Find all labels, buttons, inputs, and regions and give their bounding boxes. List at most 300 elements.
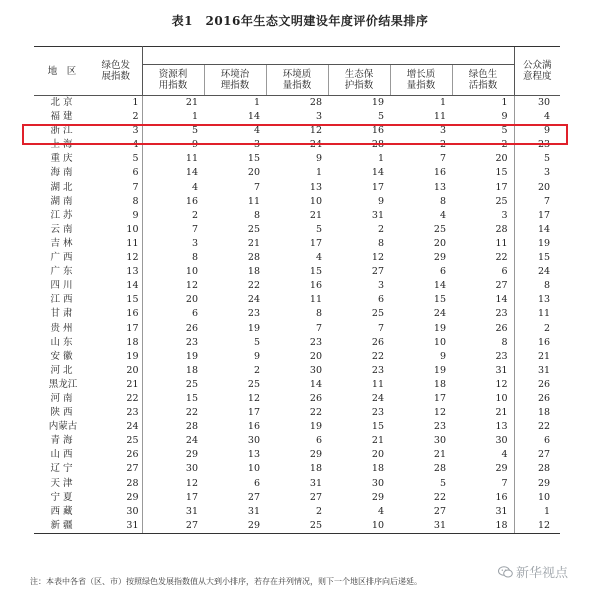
table-row (34, 195, 560, 209)
cell-public-satisfaction: 15 (514, 251, 560, 265)
cell-subindex-4: 22 (371, 350, 384, 362)
cell-subindex-5: 22 (433, 491, 446, 503)
cell-public-satisfaction: 20 (514, 181, 560, 195)
cell-subindex-3: 18 (309, 463, 322, 475)
cell-subindex-6: 2 (501, 139, 508, 151)
cell-subindex-1: 9 (191, 139, 198, 151)
cell-region: 宁夏 (50, 491, 76, 503)
cell-subindex-2: 17 (247, 407, 260, 419)
table-row (34, 434, 560, 448)
watermark (498, 562, 568, 581)
cell-subindex-3: 12 (309, 125, 322, 137)
cell-subindex-3: 8 (315, 308, 322, 320)
cell-subindex-5: 7 (439, 153, 446, 165)
header-subindex-1: 资源利 用指数 (142, 65, 204, 96)
cell-public-satisfaction: 7 (514, 195, 560, 209)
cell-subindex-2: 8 (253, 209, 260, 221)
cell-public-satisfaction: 22 (514, 420, 560, 434)
cell-subindex-1: 11 (185, 153, 198, 165)
cell-subindex-4: 16 (371, 125, 384, 137)
table-row (34, 307, 560, 321)
cell-subindex-3: 10 (309, 195, 322, 207)
cell-green-development: 27 (90, 462, 142, 476)
header-subindex-group (142, 47, 514, 65)
cell-subindex-5: 9 (439, 350, 446, 362)
cell-subindex-5: 21 (433, 449, 446, 461)
table-row (34, 181, 560, 195)
cell-public-satisfaction: 26 (514, 392, 560, 406)
cell-public-satisfaction: 28 (514, 462, 560, 476)
cell-public-satisfaction: 26 (514, 378, 560, 392)
cell-region: 甘肃 (50, 308, 76, 320)
cell-subindex-3: 16 (309, 280, 322, 292)
cell-subindex-4: 12 (371, 252, 384, 264)
cell-subindex-2: 15 (247, 153, 260, 165)
cell-subindex-1: 20 (185, 294, 198, 306)
cell-subindex-2: 18 (247, 266, 260, 278)
header-public-satisfaction: 公众满 意程度 (514, 47, 560, 96)
table-row (34, 505, 560, 519)
cell-subindex-1: 12 (185, 280, 198, 292)
cell-subindex-6: 8 (501, 336, 508, 348)
cell-subindex-1: 22 (185, 407, 198, 419)
cell-green-development: 21 (90, 378, 142, 392)
cell-subindex-5: 5 (439, 477, 446, 489)
cell-subindex-5: 15 (433, 294, 446, 306)
cell-subindex-4: 28 (371, 139, 384, 151)
cell-subindex-4: 23 (371, 364, 384, 376)
cell-subindex-6: 29 (495, 463, 508, 475)
cell-subindex-6: 12 (495, 378, 508, 390)
cell-green-development: 4 (90, 138, 142, 152)
cell-subindex-5: 3 (439, 125, 446, 137)
table-row (34, 392, 560, 406)
cell-subindex-3: 27 (309, 491, 322, 503)
table-row (34, 519, 560, 534)
cell-subindex-5: 14 (433, 280, 446, 292)
cell-subindex-5: 30 (433, 435, 446, 447)
cell-subindex-3: 11 (309, 294, 322, 306)
cell-subindex-2: 19 (247, 322, 260, 334)
cell-subindex-6: 22 (495, 252, 508, 264)
cell-subindex-2: 11 (247, 195, 260, 207)
cell-subindex-4: 10 (328, 519, 390, 534)
cell-subindex-3: 17 (309, 237, 322, 249)
cell-subindex-4: 4 (377, 505, 384, 517)
cell-subindex-1: 24 (185, 435, 198, 447)
cell-subindex-4: 7 (377, 322, 384, 334)
cell-region: 天津 (50, 477, 76, 489)
cell-public-satisfaction: 17 (514, 209, 560, 223)
cell-subindex-3: 19 (309, 421, 322, 433)
table-row (34, 209, 560, 223)
header-subindex-5: 增长质 量指数 (390, 65, 452, 96)
cell-subindex-5: 31 (390, 519, 452, 534)
cell-subindex-6: 21 (495, 407, 508, 419)
cell-subindex-3: 15 (309, 266, 322, 278)
cell-subindex-5: 27 (433, 505, 446, 517)
cell-subindex-1: 15 (185, 392, 198, 404)
cell-green-development: 10 (90, 223, 142, 237)
cell-subindex-5: 4 (439, 209, 446, 221)
cell-green-development: 2 (90, 110, 142, 124)
watermark-text: 新华视点 (516, 566, 569, 581)
cell-region: 内蒙古 (48, 421, 78, 433)
cell-subindex-6: 3 (501, 209, 508, 221)
cell-region: 河北 (50, 364, 76, 376)
cell-subindex-2: 4 (253, 125, 260, 137)
cell-public-satisfaction: 1 (514, 505, 560, 519)
cell-subindex-6: 1 (501, 97, 508, 108)
cell-region: 湖北 (50, 181, 76, 193)
cell-subindex-3: 31 (309, 477, 322, 489)
cell-subindex-6: 9 (501, 111, 508, 123)
cell-public-satisfaction: 24 (514, 265, 560, 279)
cell-public-satisfaction: 29 (514, 477, 560, 491)
cell-subindex-4: 5 (377, 111, 384, 123)
cell-subindex-2: 16 (247, 421, 260, 433)
table-footnote: 注：本表中各省（区、市）按照绿色发展指数值从大到小排序，若存在并列情况，则下一个地区排序向后递延。 (30, 577, 422, 586)
cell-subindex-3: 5 (315, 223, 322, 235)
ranking-table (34, 46, 560, 534)
cell-subindex-6: 16 (495, 491, 508, 503)
cell-region: 山西 (50, 449, 76, 461)
cell-region: 新疆 (34, 519, 90, 534)
cell-subindex-2: 20 (247, 167, 260, 179)
cell-subindex-4: 23 (371, 407, 384, 419)
table-row (34, 406, 560, 420)
cell-subindex-2: 14 (247, 111, 260, 123)
cell-green-development: 3 (90, 124, 142, 138)
cell-region: 广东 (50, 266, 76, 278)
cell-region: 吉林 (50, 237, 76, 249)
cell-subindex-4: 9 (377, 195, 384, 207)
cell-green-development: 14 (90, 279, 142, 293)
cell-subindex-2: 1 (253, 97, 260, 108)
cell-subindex-1: 26 (185, 322, 198, 334)
cell-subindex-6: 15 (495, 167, 508, 179)
table-row (34, 279, 560, 293)
cell-green-development: 8 (90, 195, 142, 209)
cell-subindex-5: 19 (433, 322, 446, 334)
cell-subindex-5: 25 (433, 223, 446, 235)
cell-subindex-5: 20 (433, 237, 446, 249)
cell-green-development: 7 (90, 181, 142, 195)
cell-subindex-1: 16 (185, 195, 198, 207)
cell-region: 黑龙江 (48, 378, 78, 390)
table-row (34, 237, 560, 251)
cell-public-satisfaction: 13 (514, 293, 560, 307)
cell-region: 海南 (50, 167, 76, 179)
cell-green-development: 25 (90, 434, 142, 448)
cell-green-development: 22 (90, 392, 142, 406)
cell-subindex-2: 13 (247, 449, 260, 461)
cell-subindex-2: 29 (204, 519, 266, 534)
cell-public-satisfaction: 11 (514, 307, 560, 321)
cell-subindex-4: 30 (371, 477, 384, 489)
cell-subindex-2: 21 (247, 237, 260, 249)
header-subindex-2: 环境治 理指数 (204, 65, 266, 96)
cell-region: 江苏 (50, 209, 76, 221)
cell-subindex-3: 22 (309, 407, 322, 419)
cell-subindex-2: 2 (253, 364, 260, 376)
cell-region: 西藏 (50, 505, 76, 517)
cell-subindex-4: 21 (371, 435, 384, 447)
table-row (34, 152, 560, 166)
cell-region: 四川 (50, 280, 76, 292)
cell-subindex-5: 17 (433, 392, 446, 404)
cell-region: 河南 (50, 392, 76, 404)
cell-public-satisfaction: 23 (514, 138, 560, 152)
table-row (34, 96, 560, 111)
cell-subindex-6: 4 (501, 449, 508, 461)
table-row (34, 462, 560, 476)
table-row (34, 350, 560, 364)
cell-subindex-2: 31 (247, 505, 260, 517)
cell-subindex-6: 25 (495, 195, 508, 207)
cell-public-satisfaction: 8 (514, 279, 560, 293)
cell-subindex-4: 3 (377, 280, 384, 292)
cell-subindex-1: 28 (185, 421, 198, 433)
cell-region: 山东 (50, 336, 76, 348)
cell-subindex-1: 6 (191, 308, 198, 320)
cell-region: 福建 (50, 111, 76, 123)
cell-public-satisfaction: 3 (514, 166, 560, 180)
cell-public-satisfaction: 18 (514, 406, 560, 420)
cell-public-satisfaction: 10 (514, 491, 560, 505)
cell-subindex-2: 22 (247, 280, 260, 292)
cell-subindex-5: 10 (433, 336, 446, 348)
cell-subindex-2: 27 (247, 491, 260, 503)
cell-subindex-2: 3 (253, 139, 260, 151)
table-row (34, 336, 560, 350)
cell-subindex-3: 23 (309, 336, 322, 348)
cell-region: 安徽 (50, 350, 76, 362)
cell-subindex-1: 12 (185, 477, 198, 489)
cell-public-satisfaction: 19 (514, 237, 560, 251)
cell-subindex-5: 1 (439, 97, 446, 108)
cell-subindex-1: 21 (185, 97, 198, 108)
cell-public-satisfaction: 6 (514, 434, 560, 448)
cell-subindex-2: 23 (247, 308, 260, 320)
table-row (34, 448, 560, 462)
wechat-icon (498, 566, 513, 578)
header-region: 地 区 (34, 47, 90, 96)
cell-subindex-2: 24 (247, 294, 260, 306)
table-row (34, 477, 560, 491)
cell-green-development: 31 (90, 519, 142, 534)
table-row (34, 378, 560, 392)
cell-subindex-3: 1 (315, 167, 322, 179)
cell-region: 江西 (50, 294, 76, 306)
cell-subindex-6: 11 (495, 237, 508, 249)
cell-subindex-3: 7 (315, 322, 322, 334)
cell-subindex-3: 2 (315, 505, 322, 517)
cell-subindex-2: 9 (253, 350, 260, 362)
cell-subindex-1: 14 (185, 167, 198, 179)
cell-region: 陕西 (50, 407, 76, 419)
header-subindex-3: 环境质 量指数 (266, 65, 328, 96)
cell-subindex-3: 25 (266, 519, 328, 534)
cell-subindex-4: 27 (371, 266, 384, 278)
cell-subindex-1: 17 (185, 491, 198, 503)
cell-subindex-3: 21 (309, 209, 322, 221)
cell-green-development: 15 (90, 293, 142, 307)
cell-subindex-1: 5 (191, 125, 198, 137)
cell-green-development: 17 (90, 322, 142, 336)
cell-public-satisfaction: 30 (514, 96, 560, 111)
cell-subindex-4: 25 (371, 308, 384, 320)
cell-public-satisfaction: 4 (514, 110, 560, 124)
cell-subindex-3: 26 (309, 392, 322, 404)
cell-subindex-5: 6 (439, 266, 446, 278)
cell-subindex-5: 28 (433, 463, 446, 475)
cell-subindex-3: 13 (309, 181, 322, 193)
cell-subindex-1: 1 (191, 111, 198, 123)
cell-subindex-4: 2 (377, 223, 384, 235)
cell-green-development: 5 (90, 152, 142, 166)
cell-green-development: 28 (90, 477, 142, 491)
cell-subindex-2: 12 (247, 392, 260, 404)
cell-subindex-1: 27 (142, 519, 204, 534)
cell-subindex-4: 20 (371, 449, 384, 461)
cell-subindex-2: 6 (253, 477, 260, 489)
cell-subindex-4: 26 (371, 336, 384, 348)
cell-green-development: 13 (90, 265, 142, 279)
cell-region: 浙江 (50, 125, 76, 137)
cell-subindex-6: 13 (495, 421, 508, 433)
cell-subindex-1: 25 (185, 378, 198, 390)
cell-subindex-6: 26 (495, 322, 508, 334)
cell-subindex-5: 2 (439, 139, 446, 151)
cell-subindex-5: 13 (433, 181, 446, 193)
header-subindex-4: 生态保 护指数 (328, 65, 390, 96)
cell-subindex-6: 23 (495, 308, 508, 320)
cell-subindex-4: 19 (371, 97, 384, 108)
cell-public-satisfaction: 2 (514, 322, 560, 336)
cell-region: 重庆 (50, 153, 76, 165)
cell-subindex-2: 5 (253, 336, 260, 348)
cell-subindex-3: 29 (309, 449, 322, 461)
header-green-development: 绿色发 展指数 (90, 47, 142, 96)
cell-subindex-4: 17 (371, 181, 384, 193)
cell-subindex-1: 4 (191, 181, 198, 193)
cell-subindex-4: 29 (371, 491, 384, 503)
table-row (34, 491, 560, 505)
cell-green-development: 9 (90, 209, 142, 223)
cell-subindex-6: 30 (495, 435, 508, 447)
cell-subindex-6: 20 (495, 153, 508, 165)
cell-subindex-6: 18 (452, 519, 514, 534)
cell-subindex-3: 30 (309, 364, 322, 376)
cell-region: 北京 (50, 97, 76, 108)
cell-subindex-4: 24 (371, 392, 384, 404)
cell-subindex-4: 15 (371, 421, 384, 433)
ranking-table-wrap (34, 46, 560, 534)
cell-public-satisfaction: 16 (514, 336, 560, 350)
cell-region: 贵州 (50, 322, 76, 334)
cell-subindex-2: 10 (247, 463, 260, 475)
cell-green-development: 29 (90, 491, 142, 505)
cell-subindex-5: 29 (433, 252, 446, 264)
cell-subindex-6: 23 (495, 350, 508, 362)
cell-green-development: 24 (90, 420, 142, 434)
cell-subindex-1: 10 (185, 266, 198, 278)
table-title: 表1 2016年生态文明建设年度评价结果排序 (171, 14, 429, 28)
table-row (34, 364, 560, 378)
cell-public-satisfaction: 5 (514, 152, 560, 166)
cell-green-development: 11 (90, 237, 142, 251)
cell-subindex-2: 25 (247, 378, 260, 390)
cell-green-development: 23 (90, 406, 142, 420)
cell-subindex-6: 6 (501, 266, 508, 278)
cell-subindex-6: 10 (495, 392, 508, 404)
cell-subindex-3: 20 (309, 350, 322, 362)
cell-subindex-4: 1 (377, 153, 384, 165)
cell-region: 云南 (50, 223, 76, 235)
cell-subindex-2: 30 (247, 435, 260, 447)
cell-subindex-3: 6 (315, 435, 322, 447)
cell-public-satisfaction: 14 (514, 223, 560, 237)
table-row (34, 293, 560, 307)
cell-subindex-4: 14 (371, 167, 384, 179)
cell-green-development: 16 (90, 307, 142, 321)
cell-subindex-1: 2 (191, 209, 198, 221)
cell-subindex-1: 3 (191, 237, 198, 249)
cell-subindex-5: 18 (433, 378, 446, 390)
table-row (34, 322, 560, 336)
cell-subindex-6: 31 (495, 505, 508, 517)
table-row (34, 110, 560, 124)
cell-subindex-6: 5 (501, 125, 508, 137)
cell-subindex-5: 24 (433, 308, 446, 320)
cell-public-satisfaction: 9 (514, 124, 560, 138)
cell-subindex-6: 17 (495, 181, 508, 193)
cell-subindex-6: 7 (501, 477, 508, 489)
cell-subindex-3: 28 (309, 97, 322, 108)
cell-subindex-3: 14 (309, 378, 322, 390)
cell-subindex-1: 7 (191, 223, 198, 235)
cell-subindex-2: 28 (247, 252, 260, 264)
cell-green-development: 1 (90, 96, 142, 111)
cell-public-satisfaction: 21 (514, 350, 560, 364)
cell-public-satisfaction: 27 (514, 448, 560, 462)
cell-region: 青海 (50, 435, 76, 447)
cell-region: 湖南 (50, 195, 76, 207)
cell-green-development: 19 (90, 350, 142, 364)
table-row (34, 223, 560, 237)
cell-region: 广西 (50, 252, 76, 264)
cell-subindex-1: 29 (185, 449, 198, 461)
cell-subindex-5: 23 (433, 421, 446, 433)
header-subindex-6: 绿色生 活指数 (452, 65, 514, 96)
cell-subindex-6: 28 (495, 223, 508, 235)
cell-green-development: 20 (90, 364, 142, 378)
cell-subindex-2: 25 (247, 223, 260, 235)
cell-green-development: 26 (90, 448, 142, 462)
cell-subindex-1: 31 (185, 505, 198, 517)
cell-subindex-1: 8 (191, 252, 198, 264)
cell-subindex-3: 3 (315, 111, 322, 123)
cell-region: 辽宁 (50, 463, 76, 475)
cell-subindex-6: 27 (495, 280, 508, 292)
table-row (34, 265, 560, 279)
cell-subindex-5: 19 (433, 364, 446, 376)
cell-green-development: 6 (90, 166, 142, 180)
cell-subindex-4: 6 (377, 294, 384, 306)
cell-subindex-1: 30 (185, 463, 198, 475)
cell-subindex-1: 18 (185, 364, 198, 376)
